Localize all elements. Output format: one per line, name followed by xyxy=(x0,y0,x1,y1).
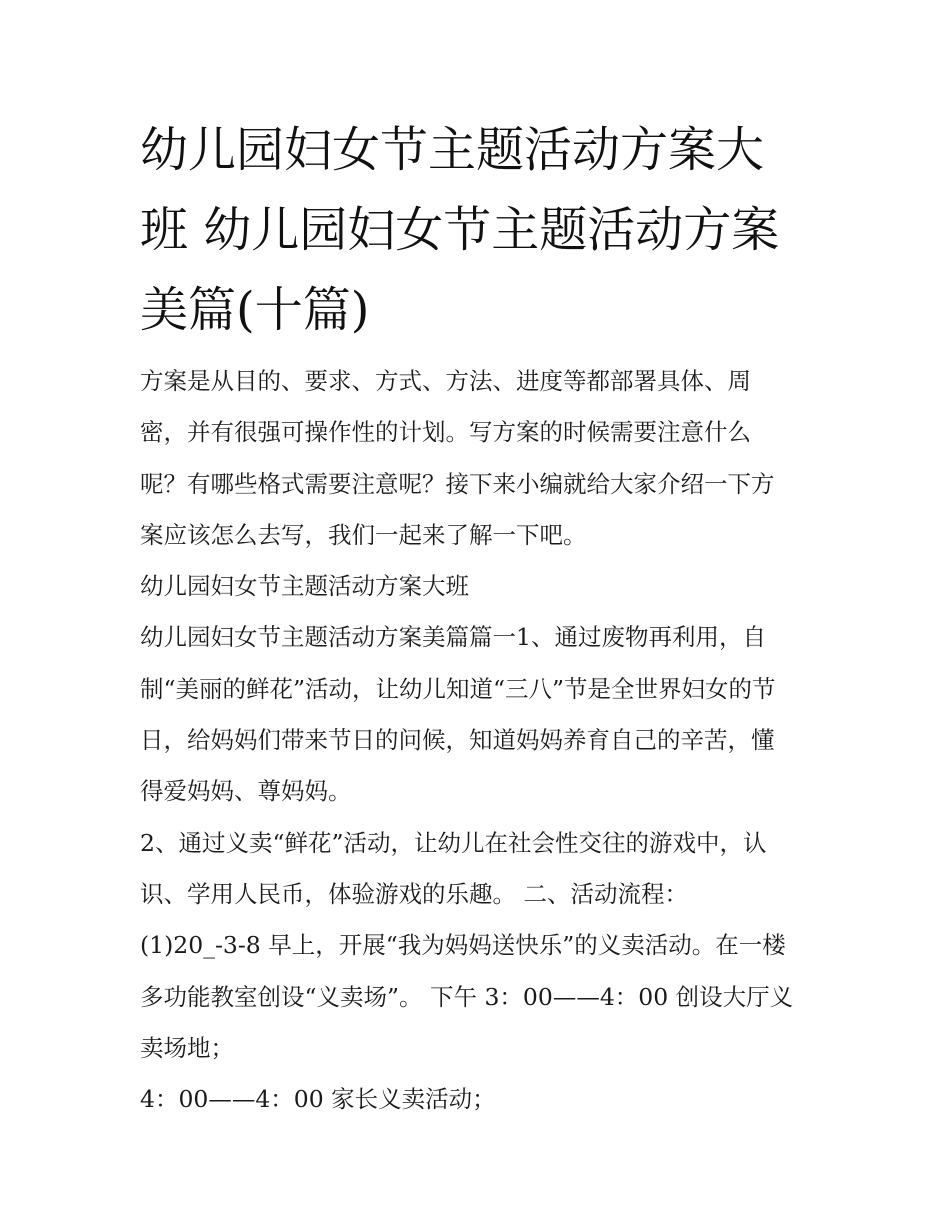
body-line: 日，给妈妈们带来节日的问候，知道妈妈养育自己的辛苦，懂 xyxy=(140,726,775,755)
document-body xyxy=(140,356,820,1125)
title-line: 幼儿园妇女节主题活动方案大 xyxy=(140,122,765,178)
body-line: 制“美丽的鲜花”活动，让幼儿知道“三八”节是全世界妇女的节 xyxy=(140,674,776,703)
body-line: 多功能教室创设“义卖场”。 下午 3：00——4：00 创设大厅义 xyxy=(140,982,794,1011)
body-line: 卖场地； xyxy=(140,1033,234,1062)
title-line: 美篇(十篇) xyxy=(140,282,370,338)
body-line: 2、通过义卖“鲜花”活动，让幼儿在社会性交往的游戏中，认 xyxy=(140,828,767,857)
body-line: 案应该怎么去写，我们一起来了解一下吧。 xyxy=(140,520,587,549)
body-line: 密，并有很强可操作性的计划。写方案的时候需要注意什么 xyxy=(140,418,751,447)
body-line: 方案是从目的、要求、方式、方法、进度等都部署具体、周 xyxy=(140,367,751,395)
title-line: 班 幼儿园妇女节主题活动方案 xyxy=(140,202,780,258)
body-line: 4：00——4：00 家长义卖活动； xyxy=(140,1085,496,1114)
body-line: 得爱妈妈、尊妈妈。 xyxy=(140,777,352,806)
body-line: 识、学用人民币，体验游戏的乐趣。 二、活动流程： xyxy=(140,879,688,908)
document-title xyxy=(140,110,810,350)
body-line: (1)20_-3-8 早上，开展“我为妈妈送快乐”的义卖活动。在一楼 xyxy=(140,931,786,960)
body-line: 幼儿园妇女节主题活动方案美篇篇一1、通过废物再利用，自 xyxy=(140,623,766,652)
body-line: 呢？有哪些格式需要注意呢？接下来小编就给大家介绍一下方 xyxy=(140,469,775,498)
section-heading: 幼儿园妇女节主题活动方案大班 xyxy=(140,572,469,601)
